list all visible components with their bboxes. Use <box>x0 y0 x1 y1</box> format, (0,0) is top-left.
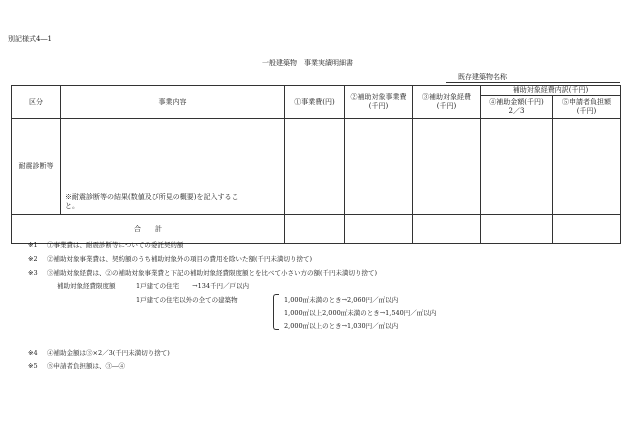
row-subsidy-amount-cell[interactable] <box>481 119 553 215</box>
note-1-mark: ※1 <box>28 241 38 249</box>
note-2-mark: ※2 <box>28 255 38 263</box>
note-3-mark: ※3 <box>28 269 38 277</box>
document-title: 一般建築物 事業実績明細書 <box>262 59 353 67</box>
row-note: ※耐震診断等の結果(数値及び所見の概要)を記入するこ <box>65 193 239 201</box>
row-subsidy-target-expense-cell[interactable] <box>413 119 481 215</box>
form-number: 別記様式4―1 <box>8 35 52 43</box>
header-cost: ①事業費(円) <box>285 86 345 119</box>
note-4: ④補助金額は③×2／3(千円未満切り捨て) <box>47 349 170 357</box>
row-applicant-share-cell[interactable] <box>553 119 621 215</box>
building-name-label: 既存建築物名称 <box>458 73 507 81</box>
row-category: 耐震診断等 <box>12 119 61 215</box>
header-breakdown: 補助対象経費内訳(千円) <box>481 86 621 96</box>
total-subsidy-target-cost-cell[interactable] <box>345 215 413 244</box>
row-note-cont: と。 <box>65 202 79 210</box>
total-subsidy-target-expense-cell[interactable] <box>413 215 481 244</box>
tier-brace <box>273 294 279 330</box>
total-subsidy-amount-cell[interactable] <box>481 215 553 244</box>
limit-label: 補助対象経費限度額 <box>57 282 116 290</box>
header-subsidy-target-expense: ③補助対象経費 (千円) <box>413 86 481 119</box>
row-content-cell[interactable] <box>61 119 285 215</box>
total-label: 合 計 <box>12 215 285 244</box>
building-name-field[interactable] <box>446 82 620 83</box>
expense-detail-table <box>11 85 621 244</box>
limit-tier-3: 2,000㎡以上のとき→1,030円／㎡以内 <box>284 322 399 330</box>
limit-tier-2: 1,000㎡以上2,000㎡未満のとき→1,540円／㎡以内 <box>284 309 437 317</box>
row-cost-cell[interactable] <box>285 119 345 215</box>
header-content: 事業内容 <box>61 86 285 119</box>
header-subsidy-target-cost: ②補助対象事業費 (千円) <box>345 86 413 119</box>
note-2: ②補助対象事業費は、契約額のうち補助対象外の項目の費用を除いた額(千円未満切り捨て) <box>47 255 313 263</box>
limit-tier-1: 1,000㎡未満のとき→2,060円／㎡以内 <box>284 296 399 304</box>
note-3: ③補助対象経費は、②の補助対象事業費と下記の補助対象経費限度額とを比べて小さい方の額(千円未満切り捨て) <box>47 269 378 277</box>
total-cost-cell[interactable] <box>285 215 345 244</box>
note-5: ⑤申請者負担額は、③―④ <box>47 362 125 370</box>
header-category: 区分 <box>12 86 61 119</box>
total-row <box>12 215 621 244</box>
limit-other: 1戸建ての住宅以外の全ての建築物 <box>136 296 238 304</box>
table-row <box>12 119 621 215</box>
row-subsidy-target-cost-cell[interactable] <box>345 119 413 215</box>
total-applicant-share-cell[interactable] <box>553 215 621 244</box>
note-5-mark: ※5 <box>28 362 38 370</box>
header-applicant-share: ⑤申請者負担額 (千円) <box>553 96 621 119</box>
limit-detached: 1戸建ての住宅 →134千円／戸以内 <box>136 282 249 290</box>
header-subsidy-amount: ④補助金額(千円) 2／3 <box>481 96 553 119</box>
note-4-mark: ※4 <box>28 349 38 357</box>
note-1: ①事業費は、耐震診断等についての委託契約額 <box>47 241 184 249</box>
